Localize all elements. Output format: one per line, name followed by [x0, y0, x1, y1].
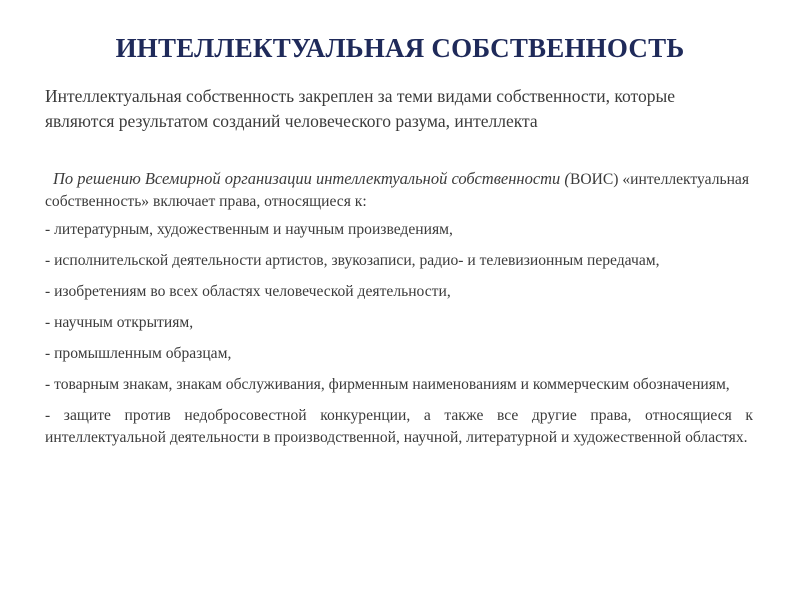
rights-item-performances: - исполнительской деятельности артистов, звукозаписи, радио- и телевизионным передачам, [45, 252, 660, 269]
rights-item-discoveries: - научным открытиям, [45, 314, 194, 331]
wipo-lead-rest: ВОИС) «интеллектуальная собственность» включает права, относящиеся к: [45, 171, 750, 210]
slide-title: ИНТЕЛЛЕКТУАЛЬНАЯ СОБСТВЕННОСТЬ [115, 33, 685, 63]
intro-paragraph: Интеллектуальная собственность закреплен за теми видами собственности, которые являются результатом созданий человеческого разума, интеллекта [45, 86, 675, 131]
rights-item-trademarks: - товарным знакам, знакам обслуживания, фирменным наименованиям и коммерческим обозначениям, [45, 376, 730, 393]
wipo-lead-paragraph [45, 168, 753, 213]
rights-item-industrial-designs: - промышленным образцам, [45, 345, 232, 362]
rights-item-literary-works: - литературным, художественным и научным произведениям, [45, 221, 453, 238]
rights-item-inventions: - изобретениям во всех областях человеческой деятельности, [45, 283, 451, 300]
rights-item-unfair-competition: - защите против недобросовестной конкуренции, а также все другие права, относящиеся к интеллектуальной деятельности в производственной, научной, литературной и художественной областях. [45, 407, 753, 446]
wipo-lead-italic: По решению Всемирной организации интеллектуальной собственности ( [53, 169, 570, 188]
rights-section [45, 168, 753, 449]
